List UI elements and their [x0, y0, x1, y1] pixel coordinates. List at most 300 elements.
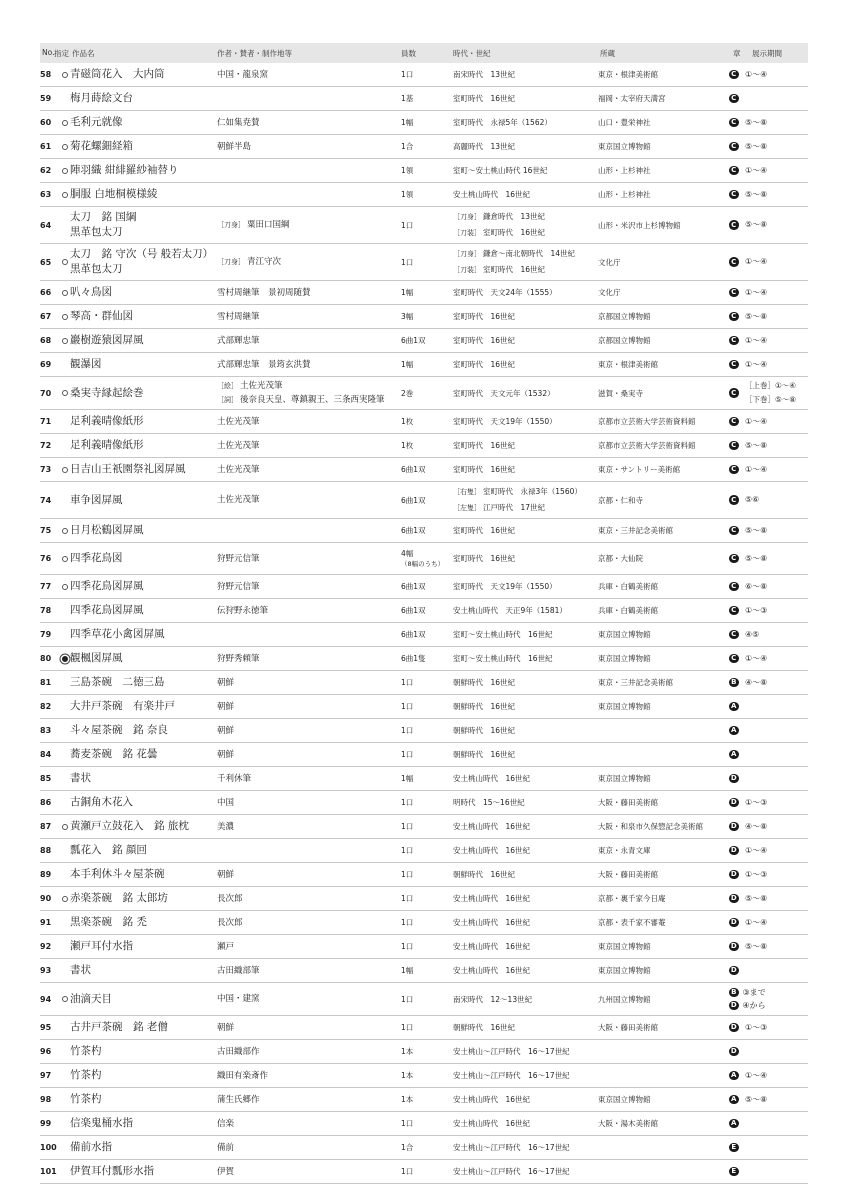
- quantity-line: 1口: [401, 70, 414, 79]
- quantity-line: 1口: [401, 1119, 414, 1128]
- chapter-badge: D: [730, 1023, 737, 1031]
- chapter-badge: C: [729, 526, 739, 536]
- item-exhibit-period: [745, 244, 808, 280]
- quantity-line: 6曲1双: [401, 495, 426, 505]
- period-line: 朝鮮時代 16世紀: [453, 726, 516, 735]
- item-author: [217, 1112, 397, 1135]
- chapter-badge: D: [730, 1047, 737, 1055]
- chapter-badge: C: [729, 465, 739, 475]
- author-line: 式部輝忠筆 景筠玄洪賛: [217, 359, 311, 370]
- quantity-line: 6曲1双: [401, 630, 426, 639]
- author-line: 雪村周継筆: [217, 311, 260, 322]
- item-author: [217, 863, 397, 886]
- quantity-line: 1基: [401, 94, 414, 103]
- important-cultural-property-icon: [62, 290, 68, 296]
- item-period: [453, 1136, 593, 1159]
- item-number: 61: [40, 142, 52, 151]
- item-owner: 山形・上杉神社: [598, 166, 651, 175]
- item-author: [217, 599, 397, 622]
- item-owner: 東京国立博物館: [598, 702, 651, 711]
- quantity-note: （8幅のうち）: [401, 559, 445, 568]
- author-line: 千利休筆: [217, 773, 252, 784]
- item-exhibit-period: [745, 207, 808, 243]
- item-number: 88: [40, 846, 52, 855]
- item-exhibit-period: [745, 1088, 808, 1111]
- item-period: [453, 863, 593, 886]
- item-period: [453, 695, 593, 718]
- item-period: [453, 575, 593, 598]
- item-exhibit-period: [745, 353, 808, 376]
- title-line: 瀬戸耳付水指: [70, 940, 133, 952]
- bracket-tag: ［刀身］: [217, 258, 245, 266]
- quantity-line: 1口: [401, 220, 414, 230]
- table-row: [40, 599, 808, 623]
- title-line: 太刀 銘 守次（号 般若太刀）: [70, 248, 214, 260]
- item-exhibit-period: [745, 887, 808, 910]
- item-exhibit-period: [745, 791, 808, 814]
- period-line: 室町～安土桃山時代 16世紀: [453, 654, 553, 663]
- bracket-tag: ［右隻］: [453, 488, 481, 496]
- line-text: 室町時代 永禄3年（1560）: [483, 487, 582, 496]
- quantity-line: 3幅: [401, 312, 414, 321]
- item-author: [217, 183, 397, 206]
- item-owner: [598, 719, 728, 742]
- item-owner: 東京国立博物館: [598, 942, 651, 951]
- period-line: 安土桃山～江戸時代 16～17世紀: [453, 1071, 570, 1080]
- author-line: 織田有楽斎作: [217, 1070, 269, 1081]
- table-row: [40, 519, 808, 543]
- item-quantity: [401, 935, 451, 958]
- quantity-line: 1幅: [401, 774, 414, 783]
- item-period: [453, 791, 593, 814]
- item-period: [453, 935, 593, 958]
- item-author: [217, 815, 397, 838]
- chapter-badge: C: [729, 360, 739, 370]
- item-exhibit-period: [745, 911, 808, 934]
- chapter-badge: A: [729, 1119, 739, 1129]
- item-quantity: [401, 743, 451, 766]
- exhibit-line: ①～④: [745, 917, 768, 927]
- chapter-badge: A: [729, 750, 739, 760]
- header-owner: 所蔵: [600, 49, 615, 58]
- item-author: [217, 244, 397, 280]
- item-owner: 京都市立芸術大学芸術資料館: [598, 441, 696, 450]
- table-row: [40, 111, 808, 135]
- important-cultural-property-icon: [62, 338, 68, 344]
- quantity-line: 1口: [401, 846, 414, 855]
- exhibit-line: ⑤～⑧: [745, 220, 768, 229]
- author-line: 伊賀: [217, 1166, 235, 1177]
- table-row: [40, 183, 808, 207]
- author-line: 伝狩野永徳筆: [217, 605, 269, 616]
- item-quantity: [401, 815, 451, 838]
- item-number: 90: [40, 894, 52, 903]
- important-cultural-property-icon: [62, 556, 68, 562]
- line-text: 土佐光茂筆: [240, 381, 283, 391]
- item-number: 68: [40, 336, 52, 345]
- period-line: 安土桃山時代 天正9年（1581）: [453, 606, 567, 615]
- item-quantity: [401, 1064, 451, 1087]
- title-line: 黒楽茶碗 銘 禿: [70, 916, 147, 928]
- item-number: 79: [40, 630, 52, 639]
- item-owner: 東京・根津美術館: [598, 360, 658, 369]
- chapter-badge: C: [729, 388, 739, 398]
- item-number: 92: [40, 942, 52, 951]
- item-number: 66: [40, 288, 52, 297]
- quantity-line: 1口: [401, 1023, 414, 1032]
- table-header: [40, 43, 808, 63]
- exhibit-line: ⑥～⑧: [745, 581, 768, 591]
- item-author: [217, 87, 397, 110]
- line-text: 粟田口国綱: [247, 220, 290, 230]
- title-line: 車争図屏風: [70, 493, 123, 506]
- exhibit-line: ①～④: [745, 359, 768, 369]
- item-quantity: [401, 1088, 451, 1111]
- title-line: 梅月蒔絵文台: [70, 92, 133, 104]
- important-cultural-property-icon: [62, 467, 68, 473]
- line-text: 後奈良天皇、尊鎮親王、三条西実隆筆: [240, 395, 385, 405]
- period-line: 安土桃山時代 16世紀: [453, 942, 531, 951]
- item-author: [217, 135, 397, 158]
- item-quantity: [401, 353, 451, 376]
- exhibit-line: ①～④: [745, 1070, 768, 1080]
- exhibit-line: ①～④: [745, 845, 768, 855]
- item-owner: 福岡・太宰府天満宮: [598, 94, 666, 103]
- item-owner: 東京国立博物館: [598, 774, 651, 783]
- item-quantity: [401, 647, 451, 670]
- item-number: 80: [40, 654, 52, 663]
- item-number: 89: [40, 870, 52, 879]
- chapter-badge: C: [729, 582, 739, 592]
- item-number: 86: [40, 798, 52, 807]
- item-owner: 東京・三井記念美術館: [598, 678, 673, 687]
- item-quantity: [401, 63, 451, 86]
- table-row: [40, 1136, 808, 1160]
- quantity-line: 6曲1双: [401, 606, 426, 615]
- item-quantity: [401, 1016, 451, 1039]
- item-author: [217, 281, 397, 304]
- title-line: 四季花鳥図屏風: [70, 604, 144, 616]
- item-owner: 大阪・湯木美術館: [598, 1119, 658, 1128]
- period-line: 安土桃山～江戸時代 16～17世紀: [453, 1167, 570, 1176]
- title-line: 蕎麦茶碗 銘 花曇: [70, 748, 158, 760]
- author-line: [217, 379, 397, 393]
- quantity-line: 1口: [401, 870, 414, 879]
- item-author: [217, 623, 397, 646]
- chapter-badge: D: [730, 966, 737, 974]
- title-line: 胴服 白地桐模様綾: [70, 188, 158, 200]
- author-line: 朝鮮: [217, 701, 235, 712]
- table-row: [40, 815, 808, 839]
- title-line: 大井戸茶碗 有楽井戸: [70, 700, 175, 712]
- important-cultural-property-icon: [62, 168, 68, 174]
- item-quantity: [401, 183, 451, 206]
- title-line: 巖樹遊猿図屏風: [70, 334, 144, 346]
- item-exhibit-period: [745, 935, 808, 958]
- title-line: 足利義晴像紙形: [70, 415, 144, 427]
- chapter-badge: B: [729, 678, 739, 688]
- important-cultural-property-icon: [62, 896, 68, 902]
- chapter-badge: E: [729, 1167, 739, 1177]
- item-quantity: [401, 458, 451, 481]
- item-quantity: [401, 1160, 451, 1183]
- item-period: [453, 63, 593, 86]
- important-cultural-property-icon: [62, 584, 68, 590]
- item-number: 99: [40, 1119, 52, 1128]
- chapter-badge: D: [730, 846, 737, 854]
- title-line: 伊賀耳付瓢形水指: [70, 1165, 154, 1177]
- quantity-line: 4幅: [401, 548, 414, 558]
- table-row: [40, 1088, 808, 1112]
- table-row: [40, 458, 808, 482]
- period-line: 朝鮮時代 16世紀: [453, 702, 516, 711]
- item-period: [453, 111, 593, 134]
- item-quantity: [401, 959, 451, 982]
- quantity-line: 1幅: [401, 360, 414, 369]
- title-line: 書状: [70, 772, 91, 784]
- item-period: [453, 377, 593, 409]
- item-quantity: [401, 434, 451, 457]
- item-number: 71: [40, 417, 52, 426]
- quantity-line: 1枚: [401, 417, 414, 426]
- exhibit-line: ④～⑧: [745, 821, 768, 831]
- period-line: 安土桃山時代 16世紀: [453, 774, 531, 783]
- line-text: 鎌倉～南北朝時代 14世紀: [483, 249, 576, 258]
- item-number: 94: [40, 994, 52, 1004]
- quantity-line: 1幅: [401, 966, 414, 975]
- item-number: 77: [40, 582, 52, 591]
- exhibit-period: ③まで: [742, 988, 766, 997]
- table-row: [40, 959, 808, 983]
- item-quantity: [401, 377, 451, 409]
- item-quantity: [401, 911, 451, 934]
- table-row: [40, 63, 808, 87]
- table-row: [40, 1112, 808, 1136]
- item-period: [453, 1112, 593, 1135]
- bracket-tag: ［刀身］: [453, 213, 481, 221]
- chapter-badge: C: [729, 70, 739, 80]
- author-line: [217, 218, 397, 232]
- item-period: [453, 519, 593, 542]
- period-line: 朝鮮時代 16世紀: [453, 750, 516, 759]
- item-quantity: [401, 305, 451, 328]
- item-owner: 東京国立博物館: [598, 630, 651, 639]
- item-number: 93: [40, 966, 52, 975]
- title-line: 竹茶杓: [70, 1045, 102, 1057]
- item-period: [453, 599, 593, 622]
- quantity-line: 6曲1双: [401, 336, 426, 345]
- item-exhibit-period: [745, 671, 808, 694]
- item-author: [217, 671, 397, 694]
- period-line: 高麗時代 13世紀: [453, 142, 516, 151]
- item-number: 60: [40, 118, 52, 127]
- exhibit-period: ④から: [742, 1001, 766, 1010]
- item-quantity: [401, 719, 451, 742]
- author-line: 中国・龍泉窯: [217, 69, 269, 80]
- item-number: 87: [40, 822, 52, 831]
- item-number: 72: [40, 441, 52, 450]
- period-line: 室町時代 16世紀: [453, 441, 516, 450]
- chapter-badge: C: [729, 166, 739, 176]
- item-author: [217, 353, 397, 376]
- item-author: [217, 63, 397, 86]
- title-line: 四季花鳥図屏風: [70, 580, 144, 592]
- item-owner: 東京国立博物館: [598, 966, 651, 975]
- item-period: [453, 743, 593, 766]
- author-line: 中国: [217, 797, 235, 808]
- item-number: 74: [40, 495, 52, 505]
- author-line: 狩野元信筆: [217, 553, 260, 564]
- chapter-badge: A: [729, 1071, 739, 1081]
- bracket-tag: ［刀装］: [453, 266, 481, 274]
- item-number: 65: [40, 257, 52, 267]
- item-owner: 山口・豊栄神社: [598, 118, 651, 127]
- exhibit-line: ①～④: [745, 165, 768, 175]
- item-author: [217, 791, 397, 814]
- period-line: 室町時代 天文元年（1532）: [453, 388, 555, 398]
- item-exhibit-period: [745, 377, 808, 409]
- title-line: 書状: [70, 964, 91, 976]
- item-author: [217, 983, 397, 1015]
- item-number: 83: [40, 726, 52, 735]
- period-line: 安土桃山時代 16世紀: [453, 1119, 531, 1128]
- item-number: 84: [40, 750, 52, 759]
- item-exhibit-period: [745, 305, 808, 328]
- item-number: 58: [40, 70, 52, 79]
- important-cultural-property-icon: [62, 528, 68, 534]
- chapter-badge: D: [730, 894, 737, 902]
- item-period: [453, 1064, 593, 1087]
- exhibit-line: ⑤～⑧: [745, 440, 768, 450]
- important-cultural-property-icon: [62, 144, 68, 150]
- item-owner: 大阪・和泉市久保惣記念美術館: [598, 822, 703, 831]
- item-quantity: [401, 695, 451, 718]
- table-row: [40, 671, 808, 695]
- chapter-badge: C: [729, 630, 739, 640]
- author-line: 土佐光茂筆: [217, 416, 260, 427]
- exhibit-line: ⑤～⑧: [745, 1094, 768, 1104]
- item-number: 76: [40, 554, 52, 563]
- item-exhibit-period: [745, 863, 808, 886]
- period-line: 室町時代 天文19年（1550）: [453, 582, 557, 591]
- item-chapter: [729, 983, 809, 1015]
- chapter-badge: C: [729, 257, 739, 267]
- item-owner: 兵庫・白鶴美術館: [598, 606, 658, 615]
- item-period: [453, 281, 593, 304]
- item-owner: 兵庫・白鶴美術館: [598, 582, 658, 591]
- exhibit-line: ①～③: [745, 869, 768, 879]
- item-owner: 文化庁: [598, 288, 621, 297]
- item-exhibit-period: [745, 647, 808, 670]
- header-author: 作者・賛者・制作地等: [217, 49, 292, 58]
- author-line: 古田織部筆: [217, 965, 260, 976]
- title-line: 古銅角木花入: [70, 796, 133, 808]
- title-line: 備前水指: [70, 1141, 112, 1153]
- chapter-badge: A: [729, 726, 739, 736]
- item-period: [453, 543, 593, 574]
- item-owner: 東京・永青文庫: [598, 846, 651, 855]
- quantity-line: 6曲1双: [401, 526, 426, 535]
- title-line: 足利義晴像紙形: [70, 439, 144, 451]
- header-title: 作品名: [72, 49, 95, 58]
- title-line: 日吉山王祇園祭礼図屏風: [70, 463, 186, 475]
- author-line: 仁如集尭賛: [217, 117, 260, 128]
- table-row: [40, 647, 808, 671]
- author-line: 美濃: [217, 821, 235, 832]
- item-author: [217, 305, 397, 328]
- item-number: 97: [40, 1071, 52, 1080]
- item-quantity: [401, 839, 451, 862]
- item-quantity: [401, 623, 451, 646]
- item-period: [453, 135, 593, 158]
- catalog-table: [40, 43, 808, 1184]
- item-author: [217, 1160, 397, 1183]
- item-owner: 大阪・藤田美術館: [598, 798, 658, 807]
- item-period: [453, 329, 593, 352]
- item-author: [217, 839, 397, 862]
- quantity-line: 1幅: [401, 118, 414, 127]
- item-period: [453, 647, 593, 670]
- item-number: 85: [40, 774, 52, 783]
- title-line: 叭々鳥図: [70, 286, 112, 298]
- important-cultural-property-icon: [62, 390, 68, 396]
- item-period: [453, 482, 593, 518]
- table-row: [40, 410, 808, 434]
- item-exhibit-period: [745, 87, 808, 110]
- quantity-line: 1口: [401, 750, 414, 759]
- period-line: 安土桃山時代 16世紀: [453, 1095, 531, 1104]
- item-exhibit-period: [745, 719, 808, 742]
- item-owner: 九州国立博物館: [598, 994, 651, 1004]
- header-exhibit: 展示期間: [752, 49, 782, 58]
- author-line: 長次郎: [217, 917, 243, 928]
- item-owner: 京都・仁和寺: [598, 495, 643, 505]
- item-number: 59: [40, 94, 52, 103]
- table-row: [40, 159, 808, 183]
- item-quantity: [401, 87, 451, 110]
- table-row: [40, 1160, 808, 1184]
- exhibit-line: ①～④: [745, 69, 768, 79]
- title-line: 日月松鶴図屏風: [70, 524, 144, 536]
- exhibit-line: ⑤～⑧: [745, 189, 768, 199]
- chapter-badge: C: [729, 190, 739, 200]
- author-line: 狩野秀頼筆: [217, 653, 260, 664]
- author-line: 信楽: [217, 1118, 235, 1129]
- period-line: 室町～安土桃山時代 16世紀: [453, 630, 553, 639]
- author-line: [217, 255, 397, 269]
- table-row: [40, 244, 808, 281]
- item-author: [217, 377, 397, 409]
- item-exhibit-period: [745, 63, 808, 86]
- item-owner: 京都国立博物館: [598, 312, 651, 321]
- item-owner: 京都市立芸術大学芸術資料館: [598, 417, 696, 426]
- item-quantity: [401, 281, 451, 304]
- author-line: 朝鮮: [217, 1022, 235, 1033]
- item-exhibit-period: [745, 743, 808, 766]
- item-period: [453, 207, 593, 243]
- item-exhibit-period: [745, 767, 808, 790]
- item-quantity: [401, 887, 451, 910]
- item-author: [217, 519, 397, 542]
- author-line: 長次郎: [217, 893, 243, 904]
- item-number: 101: [40, 1167, 57, 1176]
- quantity-line: 1口: [401, 1167, 414, 1176]
- title-line: 赤楽茶碗 銘 太郎坊: [70, 892, 168, 904]
- item-number: 78: [40, 606, 52, 615]
- item-owner: 山形・米沢市上杉博物館: [598, 220, 681, 230]
- item-author: [217, 911, 397, 934]
- quantity-line: 1合: [401, 142, 414, 151]
